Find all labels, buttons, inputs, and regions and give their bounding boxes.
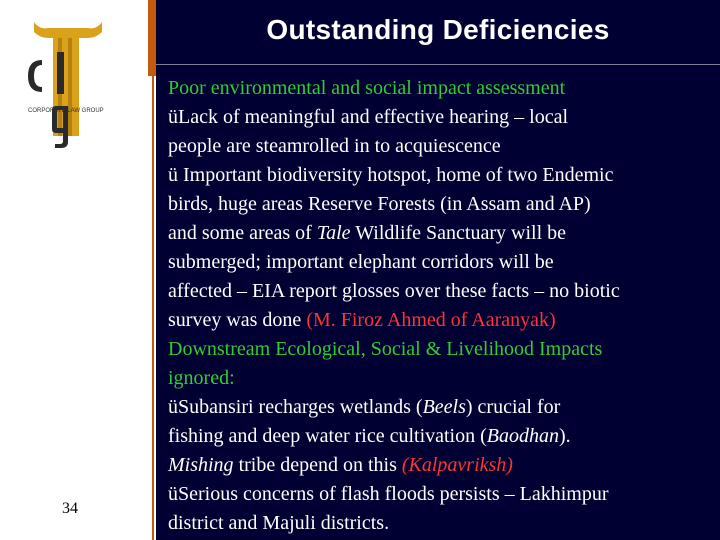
text-run: ) crucial for xyxy=(465,396,561,418)
italic-text: Baodhan xyxy=(486,425,559,447)
logo-letter-l xyxy=(57,52,64,94)
italic-text: Beels xyxy=(422,396,466,418)
bullet-line: submerged; important elephant corridors will be xyxy=(168,251,554,273)
text-run: ). xyxy=(559,425,571,447)
italic-text: Mishing xyxy=(168,454,234,476)
logo-capital xyxy=(34,22,102,38)
logo-letter-c xyxy=(28,60,42,92)
text-run: tribe depend on this xyxy=(233,454,402,476)
section-heading: Poor environmental and social impact assessment xyxy=(168,77,566,99)
slide-body xyxy=(168,74,716,538)
bullet-line: affected – EIA report glosses over these facts – no biotic xyxy=(168,280,620,302)
text-run: survey was done xyxy=(168,309,307,331)
subheading-line: Downstream Ecological, Social & Livelihood Impacts xyxy=(168,338,603,360)
subheading-line: ignored: xyxy=(168,367,235,389)
logo-wordmark: CORPORATE LAW GROUP xyxy=(28,108,104,114)
bullet-line: üLack of meaningful and effective hearing – local xyxy=(168,106,569,128)
title-underline xyxy=(156,64,720,65)
text-run: and some areas of xyxy=(168,222,317,244)
divider-line xyxy=(152,76,154,540)
bullet-line: üSerious concerns of flash floods persists – Lakhimpur xyxy=(168,483,609,505)
bullet-line: people are steamrolled in to acquiescence xyxy=(168,135,501,157)
title-bar xyxy=(156,0,720,64)
italic-text: Tale xyxy=(316,222,351,244)
citation-text: (Kalpavriksh) xyxy=(401,454,513,476)
sidebar xyxy=(0,0,148,540)
bullet-line: district and Majuli districts. xyxy=(168,512,390,534)
bullet-line xyxy=(168,451,716,480)
text-run: fishing and deep water rice cultivation ( xyxy=(168,425,487,447)
bullet-line xyxy=(168,306,716,335)
text-run: Wildlife Sanctuary will be xyxy=(350,222,567,244)
bullet-line xyxy=(168,422,716,451)
text-run: üSubansiri recharges wetlands ( xyxy=(168,396,423,418)
slide-content-panel xyxy=(156,0,720,540)
divider-accent xyxy=(148,0,156,76)
bullet-line: ü Important biodiversity hotspot, home of two Endemic xyxy=(168,164,614,186)
corporate-law-group-logo xyxy=(20,20,130,150)
slide-title: Outstanding Deficiencies xyxy=(266,14,610,45)
page-number: 34 xyxy=(62,500,78,517)
bullet-line xyxy=(168,393,716,422)
bullet-line xyxy=(168,219,716,248)
bullet-line: birds, huge areas Reserve Forests (in Assam and AP) xyxy=(168,193,591,215)
citation-text: (M. Firoz Ahmed of Aaranyak) xyxy=(306,309,556,331)
